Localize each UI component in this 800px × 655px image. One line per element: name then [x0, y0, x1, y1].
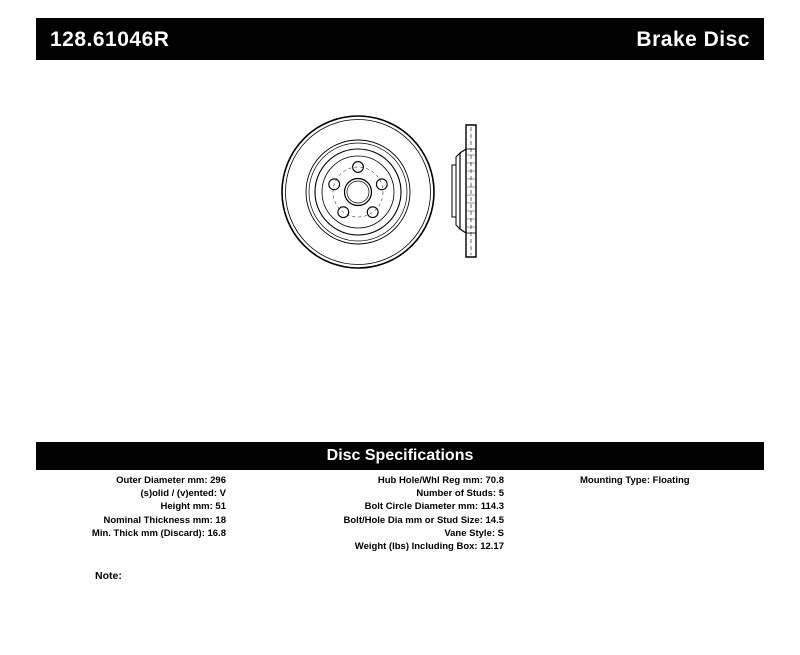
spec-row: Bolt/Hole Dia mm or Stud Size: 14.5 — [343, 514, 504, 526]
disc-specifications-bar — [36, 442, 764, 470]
spec-row: Min. Thick mm (Discard): 16.8 — [91, 527, 226, 539]
spec-row: Weight (lbs) Including Box: 12.17 — [354, 541, 504, 553]
product-drawing — [270, 105, 530, 280]
spec-column-right — [546, 474, 764, 487]
spec-row: Mounting Type: Floating — [580, 475, 690, 486]
spec-row: Outer Diameter mm: 296 — [116, 475, 226, 486]
disc-specifications-title: Disc Specifications — [326, 447, 474, 464]
spec-row: Hub Hole/Whl Reg mm: 70.8 — [377, 475, 504, 486]
spec-row: Vane Style: S — [444, 527, 504, 539]
disc-specifications-table — [36, 474, 764, 584]
spec-row: Number of Studs: 5 — [416, 488, 504, 500]
rotor-edge-view — [452, 125, 476, 257]
spec-column-left — [36, 474, 226, 540]
rotor-face-view — [282, 116, 434, 268]
spec-row: Height mm: 51 — [160, 501, 226, 513]
product-type-title: Brake Disc — [636, 27, 750, 51]
note-label: Note: — [95, 570, 122, 582]
spec-column-middle — [234, 474, 504, 553]
part-number-label: 128.61046R — [50, 27, 170, 51]
note-field — [95, 570, 122, 582]
header-bar — [36, 18, 764, 60]
spec-row: (s)olid / (v)ented: V — [140, 488, 226, 500]
brake-disc-drawing-svg — [270, 105, 530, 280]
spec-row: Bolt Circle Diameter mm: 114.3 — [364, 501, 504, 513]
spec-row: Nominal Thickness mm: 18 — [103, 514, 226, 526]
